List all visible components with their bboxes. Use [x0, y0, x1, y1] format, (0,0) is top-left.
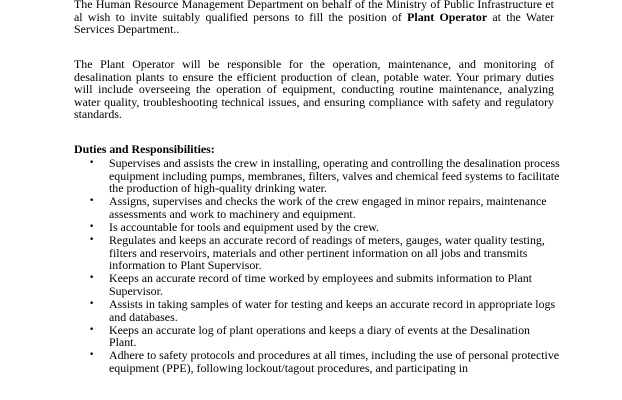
duty-text: Keeps an accurate log of plant operations and keeps a diary of events at the Desalination Plant. [109, 322, 530, 350]
intro-text-after: at the Water Services Department.. [74, 9, 554, 37]
position-title: Plant Operator [407, 9, 488, 24]
bullet-icon: • [89, 273, 95, 284]
duty-item [74, 195, 560, 220]
overview-paragraph: The Plant Operator will be responsible for the operation, maintenance, and monitoring of desalination plants to ensure the efficient production of clean, potable water. Your primary duties will include overseeing the operation of equipment, conducting routine maintenance, analyzing water quality, troubleshooting technical issues, and ensuring compliance with safety and regulatory standards. [74, 57, 554, 122]
duty-text: Keeps an accurate record of time worked by employees and submits information to Plant Supervisor. [109, 271, 532, 298]
duties-heading: Duties and Responsibilities: [74, 142, 215, 156]
duty-text: Regulates and keeps an accurate record of readings of meters, gauges, water quality testing, filters and reservoirs, materials and other pertinent information on all jobs and transmits information to Plant Supervisor. [109, 233, 545, 273]
duty-text: Adhere to safety protocols and procedures at all times, including the use of personal protective equipment (PPE), following lockout/tagout procedures, and participating in [109, 348, 560, 375]
bullet-icon: • [89, 324, 95, 335]
duty-text: Assists in taking samples of water for testing and keeps an accurate record in appropriate logs and databases. [109, 297, 556, 324]
intro-text-before: The Human Resource Management Department on behalf of the Ministry of Public Infrastructure et al wish to invite suitably qualified persons to fill the position of [74, 0, 554, 24]
duty-text: Assigns, supervises and checks the work of the crew engaged in minor repairs, maintenance assessments and work to machinery and equipment. [109, 194, 547, 221]
intro-paragraph [74, 0, 554, 36]
bullet-icon: • [89, 158, 95, 168]
duty-text: Supervises and assists the crew in installing, operating and controlling the desalination process equipment including pumps, membranes, filters, valves and chemical feed systems to facilitate the production of high-quality drinking water. [109, 156, 560, 196]
duty-item [74, 324, 560, 349]
bullet-icon: • [89, 235, 95, 246]
duties-list [74, 157, 560, 375]
duty-item [74, 349, 560, 374]
duty-item [74, 157, 560, 195]
duty-item [74, 234, 560, 272]
bullet-icon: • [89, 196, 95, 207]
bullet-icon: • [89, 350, 95, 361]
bullet-icon: • [89, 299, 95, 310]
duty-item [74, 221, 560, 234]
duty-item [74, 298, 560, 323]
document-page [74, 0, 564, 400]
duty-item [74, 272, 560, 297]
duty-text: Is accountable for tools and equipment used by the crew. [109, 219, 379, 234]
bullet-icon: • [89, 221, 95, 232]
